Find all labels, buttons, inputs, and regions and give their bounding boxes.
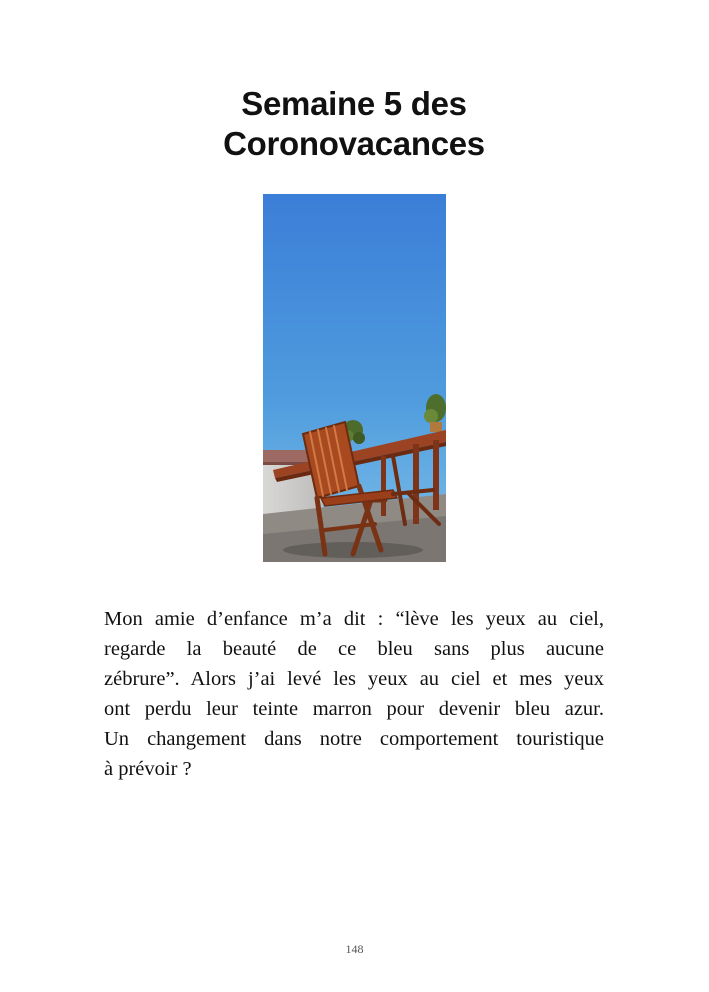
title-line-2: Coronovacances (223, 125, 485, 162)
paragraph-line-6: à prévoir ? (104, 758, 192, 780)
paragraph-line-3: zébrure”. Alors j’ai levé les yeux au ciel et mes yeux (104, 668, 604, 690)
paragraph-line-2: regarde la beauté de ce bleu sans plus aucune (104, 638, 604, 660)
body-paragraph (104, 604, 604, 784)
photo-terrace-chair-blue-sky (263, 194, 446, 562)
paragraph-line-4: ont perdu leur teinte marron pour devenir bleu azur. (104, 698, 604, 720)
paragraph-line-1: Mon amie d’enfance m’a dit : “lève les yeux au ciel, (104, 608, 604, 630)
photo-illustration (263, 194, 446, 562)
paragraph-line-5: Un changement dans notre comportement touristique (104, 728, 604, 750)
page-number: 148 (345, 942, 364, 956)
title-line-1: Semaine 5 des (241, 85, 467, 122)
page-title (104, 84, 604, 164)
